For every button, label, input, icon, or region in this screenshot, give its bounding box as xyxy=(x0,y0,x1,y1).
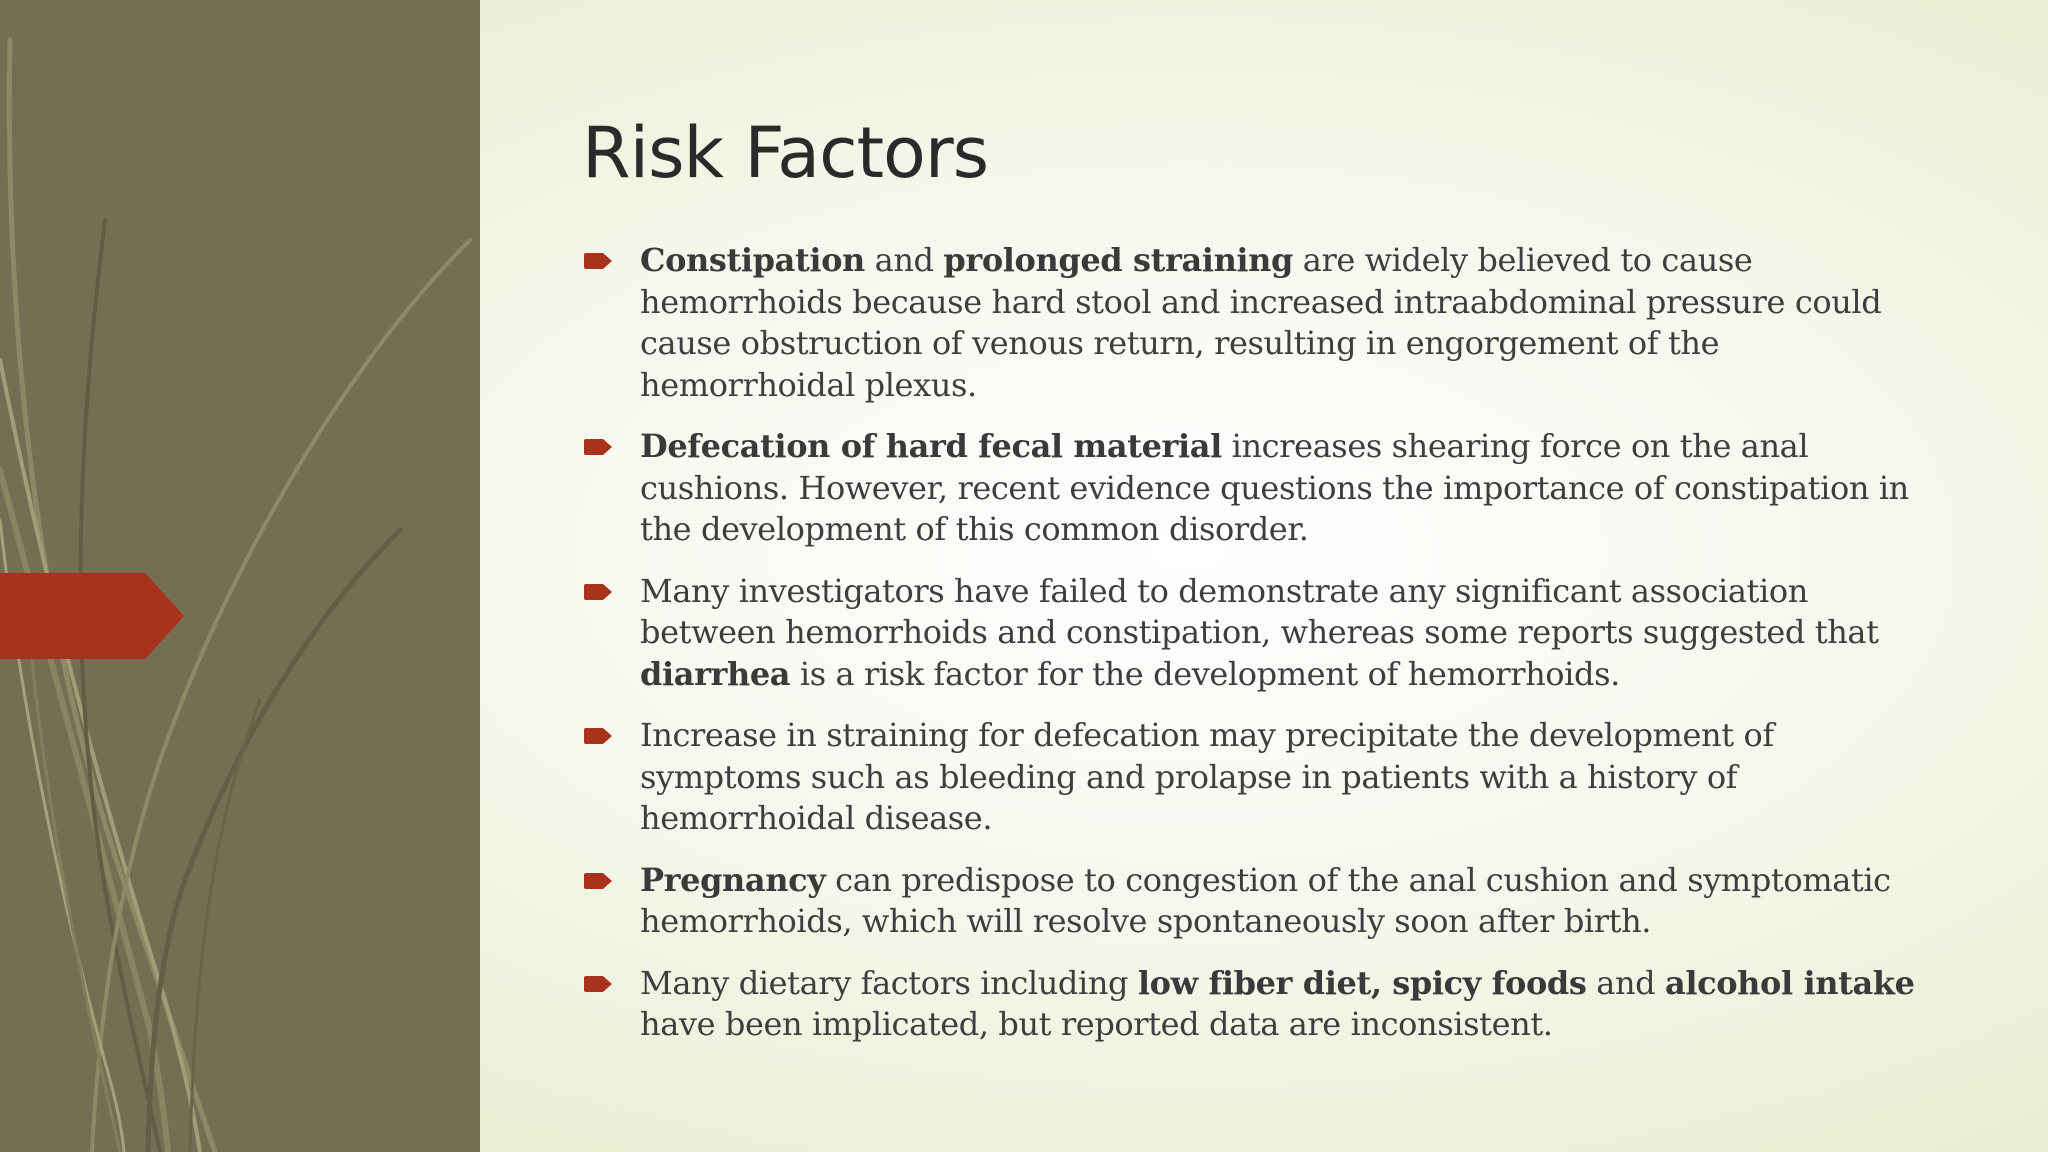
bullet-item xyxy=(582,240,1942,406)
arrow-bullet-icon xyxy=(584,253,612,269)
bullet-item xyxy=(582,426,1942,551)
bullet-text: can predispose to congestion of the anal cushion and symptomatic hemorrhoids, which will resolve spontaneously soon after birth. xyxy=(640,860,1891,940)
bullet-item xyxy=(582,963,1942,1046)
bullet-text-bold: diarrhea xyxy=(640,654,791,693)
bullet-text-bold: Constipation xyxy=(640,241,865,279)
bullet-text: and xyxy=(864,241,944,279)
pentagon-arrow-tab xyxy=(0,573,184,659)
bullet-item xyxy=(582,715,1942,840)
bullet-item xyxy=(582,860,1942,943)
arrow-bullet-icon xyxy=(584,976,612,992)
arrow-bullet-icon xyxy=(584,728,612,744)
bullet-text: Many dietary factors including xyxy=(640,963,1138,1002)
slide-title: Risk Factors xyxy=(582,112,989,194)
bullet-list xyxy=(582,240,1942,1066)
bullet-text-bold: Pregnancy xyxy=(640,860,826,899)
bullet-item xyxy=(582,571,1942,696)
bullet-text: have been implicated, but reported data are inconsistent. xyxy=(640,1005,1553,1043)
bullet-text: and xyxy=(1586,963,1666,1002)
bullet-text: Increase in straining for defecation may precipitate the development of symptoms such as bleeding and prolapse in patients with a history of hemorrhoidal disease. xyxy=(640,716,1774,837)
bullet-text-bold: Defecation of hard fecal material xyxy=(640,427,1222,465)
bullet-text-bold: prolonged straining xyxy=(943,241,1294,279)
arrow-bullet-icon xyxy=(584,873,612,889)
bullet-text: are widely believed to cause hemorrhoids because hard stool and increased intraabdominal pressure could cause obstruction of venous return, resulting in engorgement of the hemorrhoidal plexus. xyxy=(640,241,1882,404)
arrow-bullet-icon xyxy=(584,439,612,455)
bullet-text: is a risk factor for the development of hemorrhoids. xyxy=(790,654,1620,693)
bullet-text: Many investigators have failed to demonstrate any significant association between hemorrhoids and constipation, whereas some reports suggested that xyxy=(640,571,1879,651)
bullet-text-bold: alcohol intake xyxy=(1665,963,1915,1002)
arrow-bullet-icon xyxy=(584,584,612,600)
bullet-text: increases shearing force on the anal cushions. However, recent evidence questions the importance of constipation in the development of this common disorder. xyxy=(640,427,1909,548)
bullet-text-bold: low fiber diet, spicy foods xyxy=(1137,963,1587,1002)
